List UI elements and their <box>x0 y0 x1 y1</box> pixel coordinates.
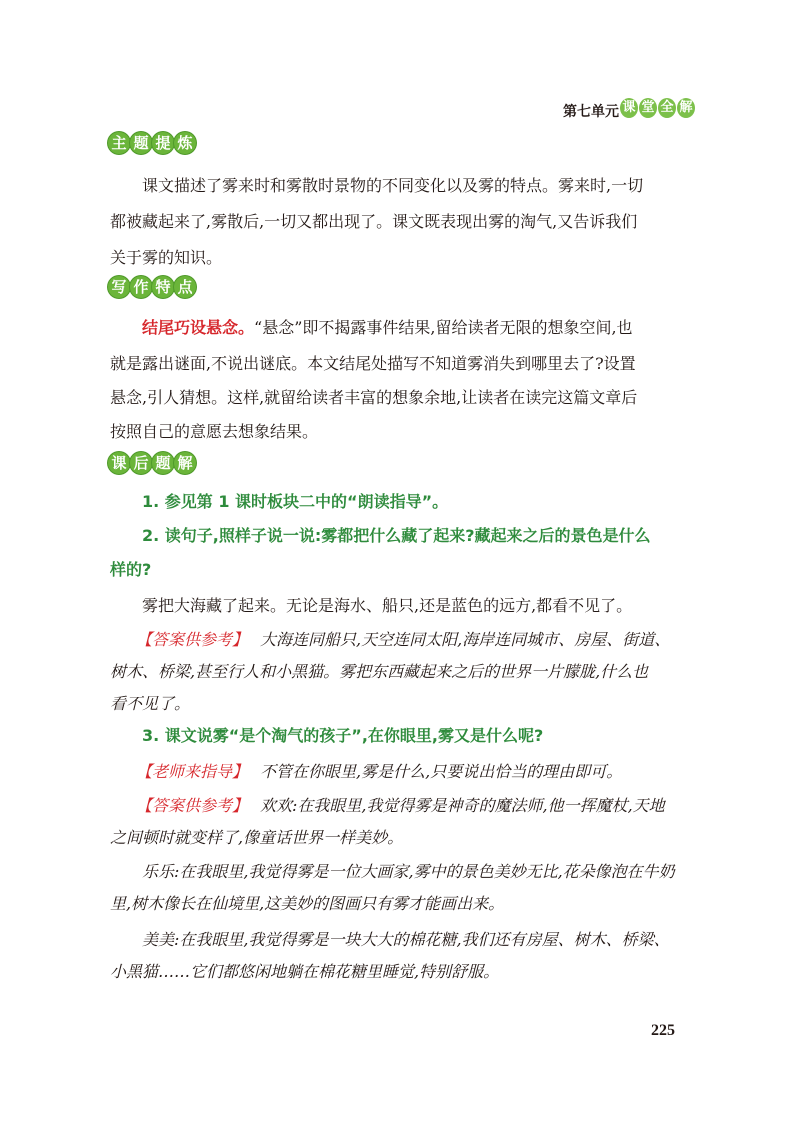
unit-label: 第七单元 <box>563 104 619 120</box>
answer-2-line: 树木、桥梁,甚至行人和小黑猫。雾把东西藏起来之后的世界一片朦胧,什么也 <box>110 662 649 681</box>
question-2: 2. 读句子,照样子说一说:雾都把什么藏了起来?藏起来之后的景色是什么 <box>142 526 651 545</box>
lele-line: 里,树木像长在仙境里,这美妙的图画只有雾才能画出来。 <box>110 894 505 913</box>
theme-line: 课文描述了雾来时和雾散时景物的不同变化以及雾的特点。雾来时,一切 <box>142 176 644 195</box>
theme-line: 关于雾的知识。 <box>110 248 223 267</box>
example-sentence: 雾把大海藏了起来。无论是海水、船只,还是蓝色的远方,都看不见了。 <box>142 596 633 615</box>
teacher-tag: 【老师来指导】 <box>136 762 249 781</box>
writing-highlight: 结尾巧设悬念。 <box>142 318 255 337</box>
writing-line: 就是露出谜面,不说出谜底。本文结尾处描写不知道雾消失到哪里去了?设置 <box>110 354 636 373</box>
badge-char: 解 <box>677 98 695 118</box>
section-char: 提 <box>152 132 174 154</box>
answer-tag: 【答案供参考】 <box>136 796 249 815</box>
section-title-exercises <box>108 452 196 474</box>
meimei-line: 小黑猫……它们都悠闲地躺在棉花糖里睡觉,特别舒服。 <box>110 962 500 981</box>
section-char: 写 <box>108 276 130 298</box>
writing-line: 悬念,引人猜想。这样,就留给读者丰富的想象余地,让读者在读完这篇文章后 <box>110 388 638 407</box>
section-title-writing <box>108 276 196 298</box>
answer-text: 大海连同船只,天空连同太阳,海岸连同城市、房屋、街道、 <box>260 630 671 649</box>
writing-line: 按照自己的意愿去想象结果。 <box>110 422 319 441</box>
answer-tag: 【答案供参考】 <box>136 630 249 649</box>
writing-line-rest: “悬念”即不揭露事件结果,留给读者无限的想象空间,也 <box>254 318 633 337</box>
section-char: 后 <box>130 452 152 474</box>
section-title-theme <box>108 132 196 154</box>
section-char: 题 <box>130 132 152 154</box>
question-1: 1. 参见第 1 课时板块二中的“朗读指导”。 <box>142 492 449 511</box>
teacher-text: 不管在你眼里,雾是什么,只要说出恰当的理由即可。 <box>260 762 623 781</box>
lele-line: 乐乐:在我眼里,我觉得雾是一位大画家,雾中的景色美妙无比,花朵像泡在牛奶 <box>142 862 675 881</box>
badge-char: 课 <box>620 98 638 118</box>
answer-2-line: 看不见了。 <box>110 694 191 713</box>
answer-text: 欢欢:在我眼里,我觉得雾是神奇的魔法师,他一挥魔杖,天地 <box>260 796 665 815</box>
theme-line: 都被藏起来了,雾散后,一切又都出现了。课文既表现出雾的淘气,又告诉我们 <box>110 212 638 231</box>
answer-3-line: 之间顿时就变样了,像童话世界一样美妙。 <box>110 828 404 847</box>
badge-char: 全 <box>658 98 676 118</box>
section-char: 点 <box>174 276 196 298</box>
section-char: 炼 <box>174 132 196 154</box>
badge-char: 堂 <box>639 98 657 118</box>
answer-2-line <box>136 628 726 652</box>
section-char: 解 <box>174 452 196 474</box>
teacher-guide <box>136 760 726 784</box>
answer-3-line <box>136 794 726 818</box>
writing-line <box>142 316 732 340</box>
meimei-line: 美美:在我眼里,我觉得雾是一块大大的棉花糖,我们还有房屋、树木、桥梁、 <box>142 930 670 949</box>
section-char: 课 <box>108 452 130 474</box>
question-3: 3. 课文说雾“是个淘气的孩子”,在你眼里,雾又是什么呢? <box>142 726 544 745</box>
question-2-cont: 样的? <box>110 560 152 579</box>
section-char: 特 <box>152 276 174 298</box>
section-char: 作 <box>130 276 152 298</box>
section-char: 题 <box>152 452 174 474</box>
header-badge <box>620 98 695 118</box>
page-number: 225 <box>651 1022 675 1039</box>
section-char: 主 <box>108 132 130 154</box>
